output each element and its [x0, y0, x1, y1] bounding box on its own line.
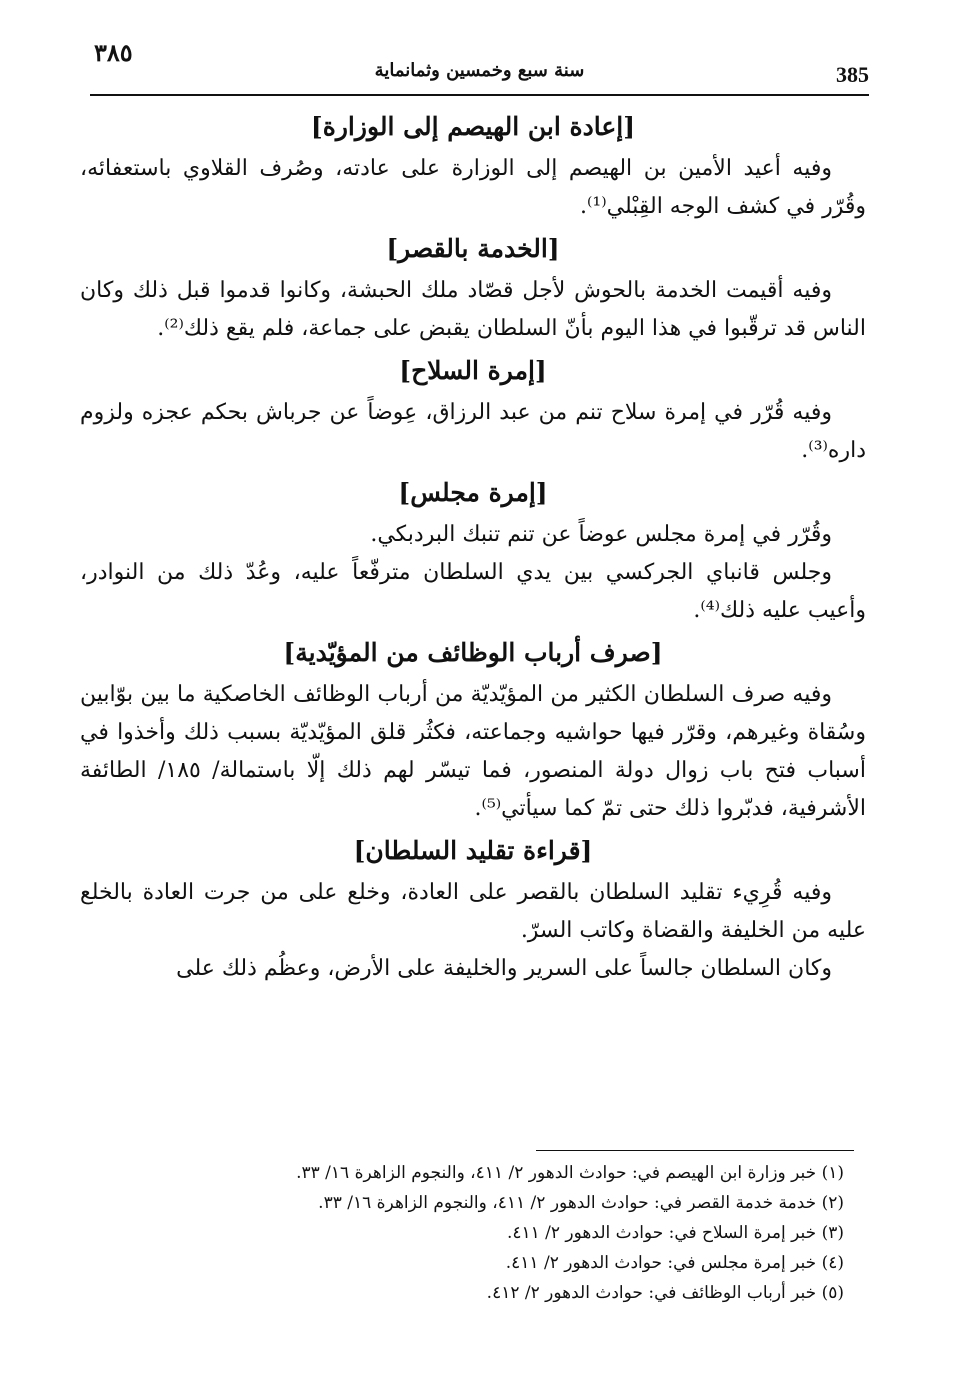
main-text	[80, 104, 866, 988]
footnote: (٣) خبر إمرة السلاح في: حوادث الدهور ٢/ ٤١١.	[506, 1223, 844, 1243]
section	[80, 470, 866, 630]
paragraph: وجلس قانباي الجركسي بين يدي السلطان مترفّعاً عليه، وعُدّ ذلك من النوادر، وأعيب عليه ذلك⁽⁴⁾.	[80, 560, 866, 623]
paragraph: وفيه قُرِيء تقليد السلطان بالقصر على العادة، وخلع على من جرت العادة بالخلع عليه من الخليفة والقضاة وكاتب السرّ.	[80, 880, 866, 943]
page-number-latin: 385	[836, 62, 869, 87]
section	[80, 348, 866, 470]
section	[80, 630, 866, 828]
footnote-rule	[536, 1150, 854, 1151]
paragraph: وفيه قُرّر في إمرة سلاح تنم من عبد الرزاق، عِوضاً عن جرباش بحكم عجزه ولزوم داره⁽³⁾.	[80, 400, 866, 463]
footnote: (١) خبر وزارة ابن الهيصم في: حوادث الدهور ٢/ ٤١١، والنجوم الزاهرة ١٦/ ٣٣.	[296, 1163, 844, 1183]
page-header	[90, 38, 869, 96]
page-number-arabic: ٣٨٥	[94, 38, 133, 67]
paragraph: وكان السلطان جالساً على السرير والخليفة على الأرض، وعظُم ذلك على	[176, 956, 832, 981]
paragraph: وفيه أقيمت الخدمة بالحوش لأجل قصّاد ملك الحبشة، وكانوا قدموا قبل ذلك وكان الناس قد ترقّبوا في هذا اليوم بأنّ السلطان يقبض على جماعة، فلم يقع ذلك⁽²⁾.	[80, 278, 866, 341]
footnote: (٤) خبر إمرة مجلس في: حوادث الدهور ٢/ ٤١١.	[505, 1253, 844, 1273]
section-heading: [إعادة ابن الهيصم إلى الوزارة]	[310, 112, 636, 141]
paragraph: وفيه صرف السلطان الكثير من المؤيّديّة من أرباب الوظائف الخاصكية ما بين بوّابين وسُقاة وغيرهم، وقرّر فيها حواشيه وجماعته، فكثُر قلق المؤيّديّة بسبب ذلك وأخذوا في أسباب فتح باب زوال دولة المنصور، فما تيسّر لهم ذلك إلّا باستمالة/ ١٨٥/ الطائفة الأشرفية، فدبّروا ذلك حتى تمّ كما سيأتي⁽⁵⁾.	[80, 682, 866, 821]
section-heading: [قراءة تقليد السلطان]	[353, 836, 593, 865]
paragraph: وفيه أعيد الأمين بن الهيصم إلى الوزارة على عادته، وصُرف القلاوي باستعفائه، وقُرّر في كشف الوجه القِبْلي⁽¹⁾.	[80, 156, 866, 219]
paragraph: وقُرّر في إمرة مجلس عوضاً عن تنم تنبك البردبكي.	[370, 522, 832, 547]
footnotes	[90, 1158, 844, 1308]
footnote: (٥) خبر أرباب الوظائف في: حوادث الدهور ٢/ ٤١٢.	[486, 1283, 844, 1303]
footnote: (٢) خدمة خدمة القصر في: حوادث الدهور ٢/ ٤١١، والنجوم الزاهرة ١٦/ ٣٣.	[318, 1193, 844, 1213]
running-title: سنة سبع وخمسين وثمانماية	[374, 60, 585, 81]
section	[80, 828, 866, 988]
header-rule	[90, 94, 869, 96]
section-heading: [الخدمة بالقصر]	[386, 234, 560, 263]
section-heading: [إمرة مجلس]	[398, 478, 548, 507]
section-heading: [صرف أرباب الوظائف من المؤيّدية]	[283, 638, 663, 667]
section	[80, 104, 866, 226]
section	[80, 226, 866, 348]
section-heading: [إمرة السلاح]	[399, 356, 547, 385]
